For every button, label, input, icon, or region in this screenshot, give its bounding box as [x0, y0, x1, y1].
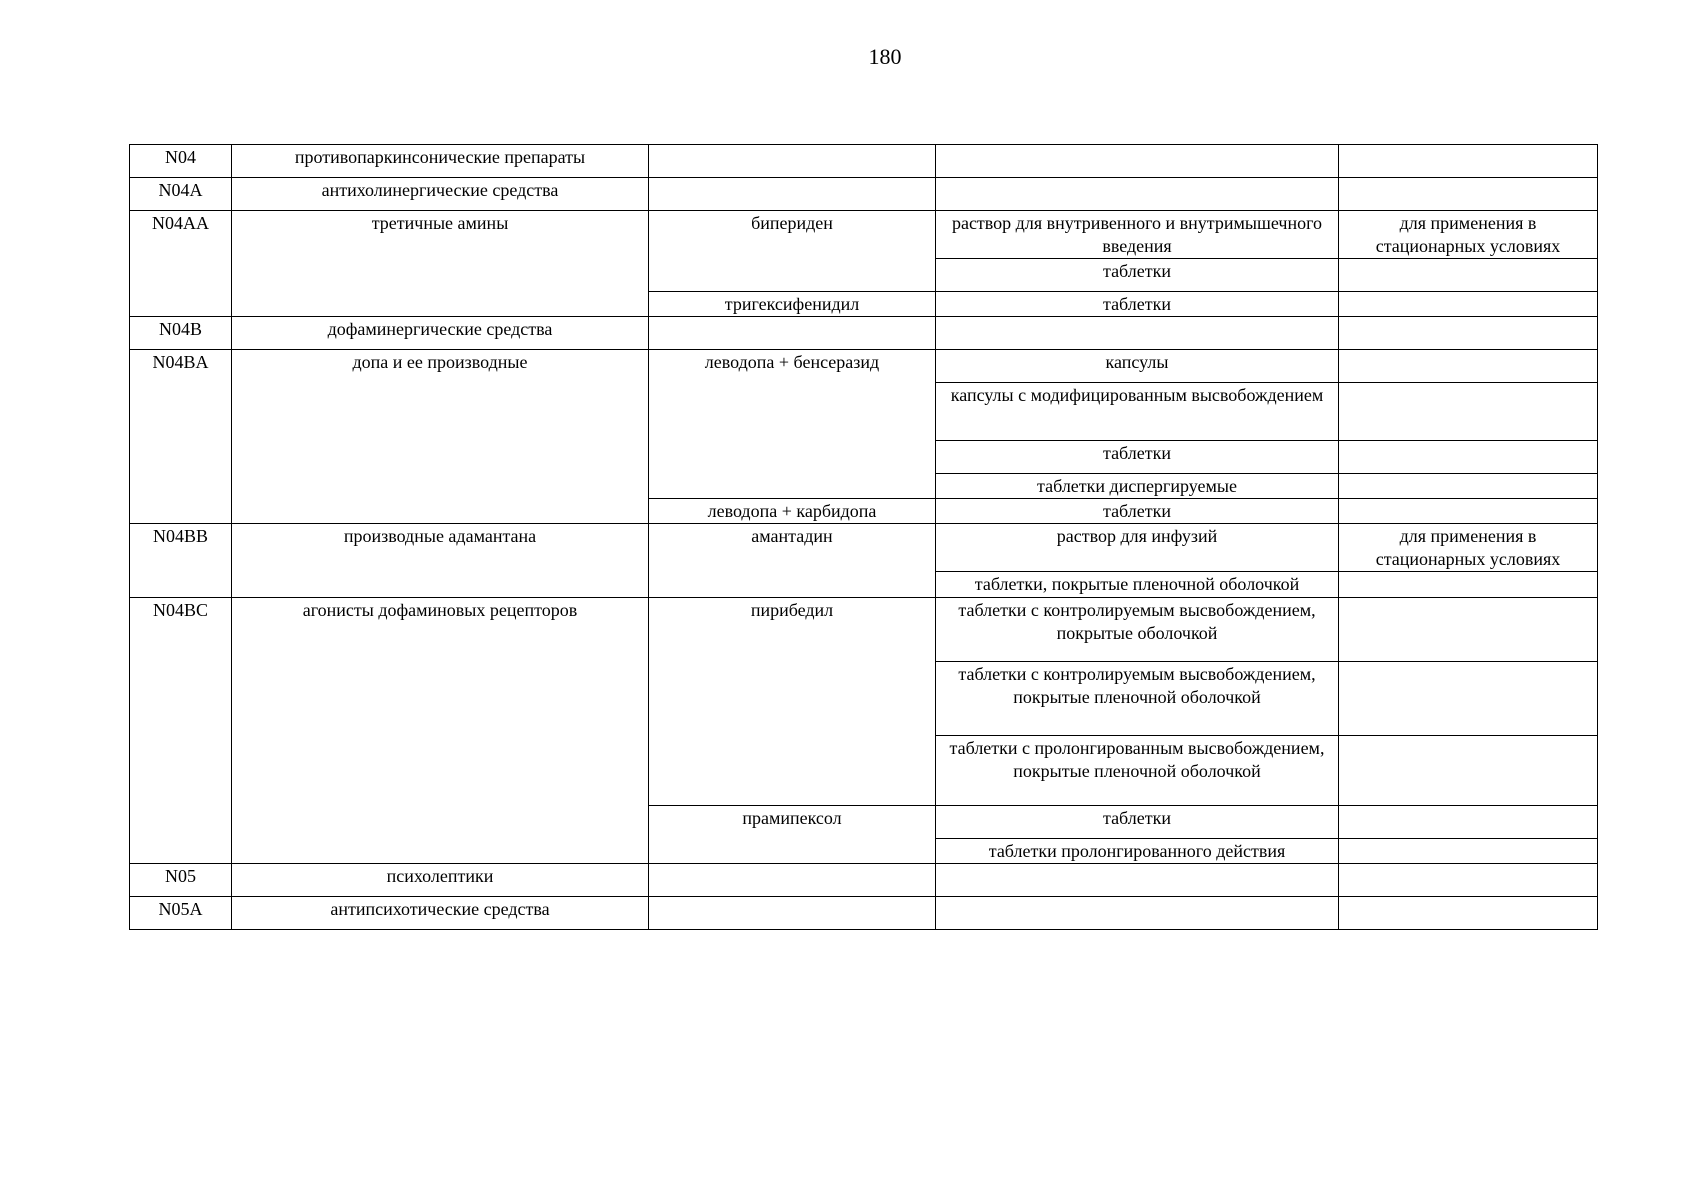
drug-name-cell: прамипексол [649, 806, 936, 864]
atc-group-name-cell: антихолинергические средства [232, 178, 649, 211]
note-cell [1339, 178, 1598, 211]
drug-name-cell [649, 178, 936, 211]
note-cell: для применения в стационарных условиях [1339, 211, 1598, 259]
drug-name-cell: тригексифенидил [649, 292, 936, 317]
note-cell [1339, 350, 1598, 383]
note-cell [1339, 864, 1598, 897]
atc-code-cell: N04 [130, 145, 232, 178]
dosage-form-cell: таблетки с контролируемым высвобождением, покрытые оболочкой [936, 598, 1339, 662]
atc-group-name-cell: антипсихотические средства [232, 897, 649, 930]
drug-name-cell: леводопа + карбидопа [649, 499, 936, 524]
drug-name-cell: амантадин [649, 524, 936, 598]
note-cell [1339, 897, 1598, 930]
note-cell [1339, 598, 1598, 662]
atc-code-cell: N04B [130, 317, 232, 350]
note-cell [1339, 145, 1598, 178]
dosage-form-cell: таблетки с контролируемым высвобождением, покрытые пленочной оболочкой [936, 662, 1339, 736]
dosage-form-cell: таблетки [936, 441, 1339, 474]
drug-name-cell [649, 864, 936, 897]
dosage-form-cell [936, 864, 1339, 897]
dosage-form-cell: раствор для внутривенного и внутримышечного введения [936, 211, 1339, 259]
atc-group-name-cell: третичные амины [232, 211, 649, 317]
atc-code-cell: N05A [130, 897, 232, 930]
atc-group-name-cell: дофаминергические средства [232, 317, 649, 350]
atc-group-name-cell: агонисты дофаминовых рецепторов [232, 598, 649, 864]
atc-code-cell: N04BA [130, 350, 232, 524]
table-row [130, 897, 1598, 930]
dosage-form-cell: таблетки [936, 259, 1339, 292]
dosage-form-cell: раствор для инфузий [936, 524, 1339, 572]
drug-name-cell: пирибедил [649, 598, 936, 806]
dosage-form-cell: таблетки [936, 806, 1339, 839]
drug-name-cell [649, 897, 936, 930]
note-cell [1339, 499, 1598, 524]
dosage-form-cell: таблетки с пролонгированным высвобождением, покрытые пленочной оболочкой [936, 736, 1339, 806]
note-cell [1339, 441, 1598, 474]
note-cell [1339, 383, 1598, 441]
dosage-form-cell [936, 178, 1339, 211]
atc-code-cell: N05 [130, 864, 232, 897]
dosage-form-cell: капсулы с модифицированным высвобождением [936, 383, 1339, 441]
note-cell [1339, 736, 1598, 806]
table-row [130, 350, 1598, 383]
table-body [130, 145, 1598, 930]
drug-name-cell [649, 317, 936, 350]
note-cell [1339, 806, 1598, 839]
atc-group-name-cell: производные адамантана [232, 524, 649, 598]
dosage-form-cell [936, 145, 1339, 178]
atc-group-name-cell: допа и ее производные [232, 350, 649, 524]
table-row [130, 598, 1598, 662]
note-cell [1339, 572, 1598, 598]
dosage-form-cell: таблетки [936, 499, 1339, 524]
dosage-form-cell [936, 317, 1339, 350]
dosage-form-cell: таблетки пролонгированного действия [936, 839, 1339, 864]
drug-table [129, 144, 1598, 930]
table-row [130, 524, 1598, 572]
note-cell: для применения в стационарных условиях [1339, 524, 1598, 572]
table-row [130, 145, 1598, 178]
dosage-form-cell: таблетки [936, 292, 1339, 317]
dosage-form-cell [936, 897, 1339, 930]
table-row [130, 178, 1598, 211]
page-number: 180 [868, 44, 902, 69]
atc-code-cell: N04BB [130, 524, 232, 598]
table-row [130, 211, 1598, 259]
atc-code-cell: N04AA [130, 211, 232, 317]
atc-code-cell: N04BC [130, 598, 232, 864]
note-cell [1339, 839, 1598, 864]
note-cell [1339, 292, 1598, 317]
dosage-form-cell: капсулы [936, 350, 1339, 383]
drug-name-cell: бипериден [649, 211, 936, 292]
dosage-form-cell: таблетки диспергируемые [936, 474, 1339, 499]
note-cell [1339, 317, 1598, 350]
note-cell [1339, 259, 1598, 292]
table-row [130, 864, 1598, 897]
dosage-form-cell: таблетки, покрытые пленочной оболочкой [936, 572, 1339, 598]
drug-name-cell [649, 145, 936, 178]
atc-group-name-cell: противопаркинсонические препараты [232, 145, 649, 178]
drug-name-cell: леводопа + бенсеразид [649, 350, 936, 499]
atc-group-name-cell: психолептики [232, 864, 649, 897]
note-cell [1339, 474, 1598, 499]
table-row [130, 317, 1598, 350]
note-cell [1339, 662, 1598, 736]
atc-code-cell: N04A [130, 178, 232, 211]
